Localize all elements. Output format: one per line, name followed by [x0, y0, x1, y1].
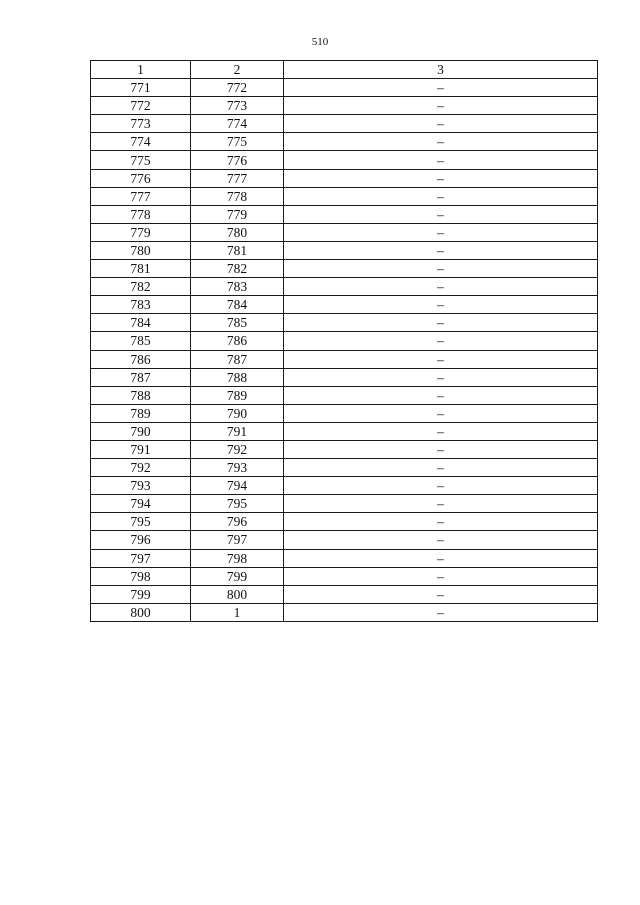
table-cell-col-3: –: [284, 332, 598, 350]
table-cell-col-2: 784: [191, 296, 284, 314]
table-cell-col-2: 777: [191, 169, 284, 187]
table-cell-col-1: 797: [91, 549, 191, 567]
table-cell-col-3: –: [284, 603, 598, 621]
table-cell-col-3: –: [284, 278, 598, 296]
table-row: [91, 223, 598, 241]
table-row: [91, 350, 598, 368]
table-cell-col-1: 774: [91, 133, 191, 151]
table-cell-col-3: –: [284, 422, 598, 440]
table-row: [91, 97, 598, 115]
table-cell-col-1: 783: [91, 296, 191, 314]
table-row: [91, 79, 598, 97]
page-number: 510: [311, 36, 329, 48]
table-cell-col-3: –: [284, 115, 598, 133]
table-cell-col-1: 772: [91, 97, 191, 115]
table-cell-col-3: –: [284, 549, 598, 567]
table-cell-col-1: 776: [91, 169, 191, 187]
table-cell-col-1: 771: [91, 79, 191, 97]
table-cell-col-2: 793: [191, 459, 284, 477]
table-cell-col-2: 772: [191, 79, 284, 97]
table-row: [91, 278, 598, 296]
table-cell-col-3: –: [284, 223, 598, 241]
table-cell-col-3: –: [284, 404, 598, 422]
table-cell-col-1: 796: [91, 531, 191, 549]
table-cell-col-2: 1: [191, 603, 284, 621]
data-table: [90, 60, 598, 622]
table-cell-col-2: 792: [191, 440, 284, 458]
table-cell-col-2: 778: [191, 187, 284, 205]
table-cell-col-1: 788: [91, 386, 191, 404]
table-cell-col-3: –: [284, 440, 598, 458]
column-header-1: 1: [91, 61, 191, 79]
table-cell-col-3: –: [284, 205, 598, 223]
table-row: [91, 296, 598, 314]
table-row: [91, 459, 598, 477]
table-cell-col-1: 786: [91, 350, 191, 368]
table-cell-col-3: –: [284, 459, 598, 477]
table-cell-col-2: 780: [191, 223, 284, 241]
table-cell-col-2: 800: [191, 585, 284, 603]
table-cell-col-2: 781: [191, 241, 284, 259]
table-cell-col-1: 787: [91, 368, 191, 386]
table-cell-col-2: 799: [191, 567, 284, 585]
table-cell-col-1: 780: [91, 241, 191, 259]
table-cell-col-1: 785: [91, 332, 191, 350]
table-cell-col-2: 773: [191, 97, 284, 115]
table-row: [91, 314, 598, 332]
table-cell-col-3: –: [284, 350, 598, 368]
table-row: [91, 386, 598, 404]
table-cell-col-1: 798: [91, 567, 191, 585]
table-cell-col-3: –: [284, 133, 598, 151]
table-cell-col-1: 794: [91, 495, 191, 513]
column-header-2: 2: [191, 61, 284, 79]
table-row: [91, 440, 598, 458]
table-cell-col-3: –: [284, 187, 598, 205]
table-row: [91, 422, 598, 440]
table-cell-col-3: –: [284, 368, 598, 386]
table-cell-col-3: –: [284, 513, 598, 531]
table-cell-col-2: 776: [191, 151, 284, 169]
table-row: [91, 404, 598, 422]
table-row: [91, 549, 598, 567]
table-cell-col-2: 796: [191, 513, 284, 531]
header-row: [91, 61, 598, 79]
table-cell-col-1: 775: [91, 151, 191, 169]
table-cell-col-3: –: [284, 314, 598, 332]
table-cell-col-1: 792: [91, 459, 191, 477]
table-row: [91, 368, 598, 386]
table-cell-col-3: –: [284, 477, 598, 495]
table-cell-col-2: 797: [191, 531, 284, 549]
table-row: [91, 260, 598, 278]
table-cell-col-1: 789: [91, 404, 191, 422]
table-row: [91, 187, 598, 205]
table-cell-col-1: 800: [91, 603, 191, 621]
table-row: [91, 241, 598, 259]
table-header: [91, 61, 598, 79]
table-row: [91, 205, 598, 223]
table-cell-col-2: 788: [191, 368, 284, 386]
table-cell-col-1: 784: [91, 314, 191, 332]
table-cell-col-2: 791: [191, 422, 284, 440]
table-cell-col-1: 782: [91, 278, 191, 296]
table-cell-col-1: 795: [91, 513, 191, 531]
table-row: [91, 332, 598, 350]
table-row: [91, 495, 598, 513]
table-cell-col-2: 798: [191, 549, 284, 567]
table-cell-col-3: –: [284, 495, 598, 513]
table-cell-col-1: 773: [91, 115, 191, 133]
table-cell-col-3: –: [284, 151, 598, 169]
table-cell-col-2: 789: [191, 386, 284, 404]
table-cell-col-2: 779: [191, 205, 284, 223]
table-row: [91, 133, 598, 151]
table-cell-col-2: 775: [191, 133, 284, 151]
table-cell-col-2: 787: [191, 350, 284, 368]
table-cell-col-1: 777: [91, 187, 191, 205]
table-cell-col-1: 799: [91, 585, 191, 603]
table-cell-col-3: –: [284, 260, 598, 278]
table-cell-col-2: 786: [191, 332, 284, 350]
column-header-3: 3: [284, 61, 598, 79]
table-cell-col-3: –: [284, 97, 598, 115]
table-cell-col-1: 779: [91, 223, 191, 241]
table-row: [91, 567, 598, 585]
table-cell-col-3: –: [284, 169, 598, 187]
table-row: [91, 169, 598, 187]
table-cell-col-1: 778: [91, 205, 191, 223]
table-cell-col-1: 791: [91, 440, 191, 458]
table-row: [91, 151, 598, 169]
table-cell-col-3: –: [284, 296, 598, 314]
table-cell-col-1: 781: [91, 260, 191, 278]
table-row: [91, 513, 598, 531]
table-cell-col-3: –: [284, 386, 598, 404]
table-cell-col-2: 794: [191, 477, 284, 495]
table-cell-col-2: 774: [191, 115, 284, 133]
table-row: [91, 603, 598, 621]
table-cell-col-2: 782: [191, 260, 284, 278]
table-cell-col-3: –: [284, 585, 598, 603]
table-cell-col-3: –: [284, 241, 598, 259]
table-cell-col-3: –: [284, 531, 598, 549]
table-cell-col-2: 783: [191, 278, 284, 296]
table-cell-col-3: –: [284, 567, 598, 585]
table-row: [91, 531, 598, 549]
table-body: [91, 79, 598, 622]
table-cell-col-1: 790: [91, 422, 191, 440]
table-row: [91, 115, 598, 133]
table-row: [91, 585, 598, 603]
table-cell-col-2: 795: [191, 495, 284, 513]
table-cell-col-2: 790: [191, 404, 284, 422]
table-row: [91, 477, 598, 495]
table-cell-col-1: 793: [91, 477, 191, 495]
table-cell-col-3: –: [284, 79, 598, 97]
table-cell-col-2: 785: [191, 314, 284, 332]
